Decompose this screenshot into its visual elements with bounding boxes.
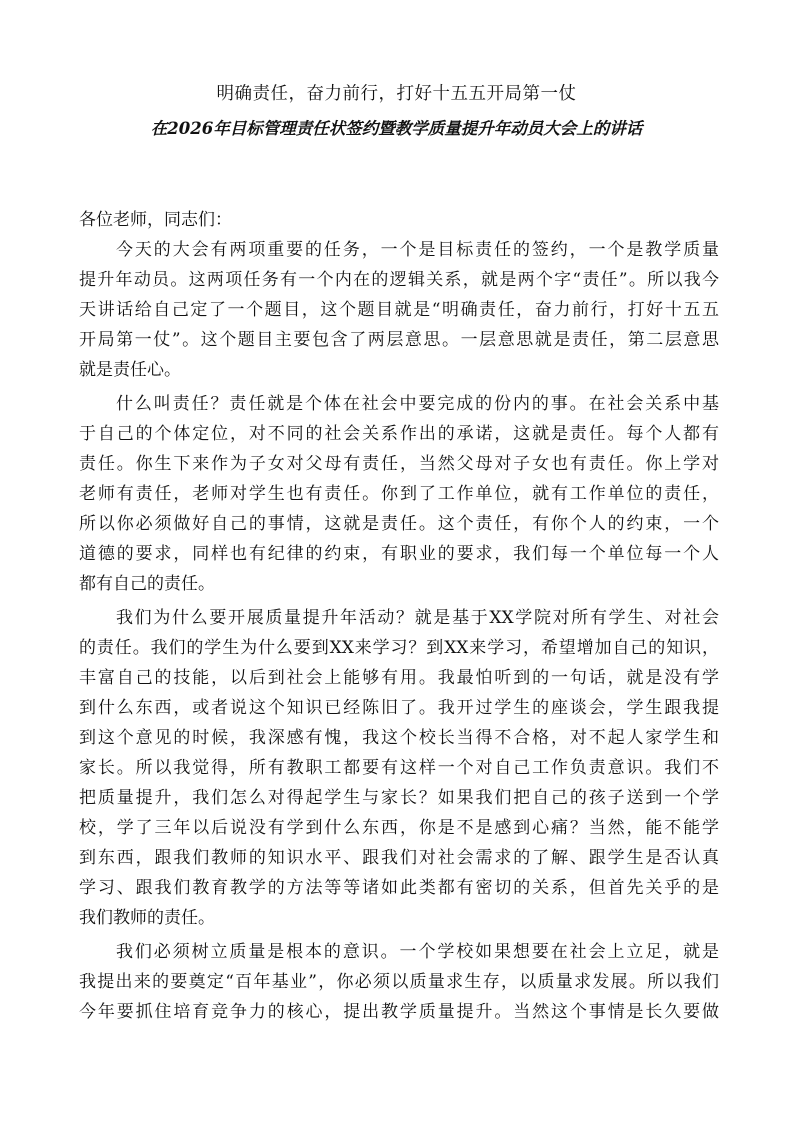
- paragraph-line: 的责任。我们的学生为什么要到XX来学习？到XX来学习，希望增加自己的知识，: [79, 638, 719, 658]
- document-title: 明确责任，奋力前行，打好十五五开局第一仗: [216, 84, 577, 104]
- salutation: 各位老师，同志们：: [79, 210, 232, 230]
- paragraph-line: 到这个意见的时候，我深感有愧，我这个校长当得不合格，对不起人家学生和: [79, 728, 719, 748]
- paragraph-line: 都有自己的责任。: [79, 574, 215, 594]
- paragraph-line: 就是责任心。: [79, 360, 181, 380]
- paragraph-line: 老师有责任，老师对学生也有责任。你到了工作单位，就有工作单位的责任，: [79, 484, 719, 504]
- paragraph-line: 丰富自己的技能，以后到社会上能够有用。我最怕听到的一句话，就是没有学: [79, 668, 719, 688]
- paragraph-line: 把质量提升，我们怎么对得起学生与家长？如果我们把自己的孩子送到一个学: [79, 788, 719, 808]
- paragraph-line: 今年要抓住培育竞争力的核心，提出教学质量提升。当然这个事情是长久要做: [79, 1002, 719, 1022]
- paragraph-line: 到东西，跟我们教师的知识水平、跟我们对社会需求的了解、跟学生是否认真: [79, 848, 719, 868]
- paragraph-line: 家长。所以我觉得，所有教职工都要有这样一个对自己工作负责意识。我们不: [79, 758, 719, 778]
- paragraph-line: 提升年动员。这两项任务有一个内在的逻辑关系，就是两个字“责任”。所以我今: [79, 270, 719, 290]
- document-body: [79, 205, 719, 1027]
- paragraph-line: 我们为什么要开展质量提升年活动？就是基于XX学院对所有学生、对社会: [116, 608, 719, 628]
- paragraph-line: 天讲话给自己定了一个题目，这个题目就是“明确责任，奋力前行，打好十五五: [79, 300, 719, 320]
- paragraph-line: 什么叫责任？责任就是个体在社会中要完成的份内的事。在社会关系中基: [116, 394, 719, 414]
- paragraph-2: [79, 389, 719, 599]
- paragraph-3: [79, 603, 719, 933]
- paragraph-line: 今天的大会有两项重要的任务，一个是目标责任的签约，一个是教学质量: [116, 240, 719, 260]
- paragraph-line: 学习、跟我们教育教学的方法等等诸如此类都有密切的关系，但首先关乎的是: [79, 878, 719, 898]
- paragraph-line: 到什么东西，或者说这个知识已经陈旧了。我开过学生的座谈会，学生跟我提: [79, 698, 719, 718]
- paragraph-line: 我们必须树立质量是根本的意识。一个学校如果想要在社会上立足，就是: [116, 942, 719, 962]
- paragraph-line: 道德的要求，同样也有纪律的约束，有职业的要求，我们每一个单位每一个人: [79, 544, 719, 564]
- paragraph-line: 开局第一仗”。这个题目主要包含了两层意思。一层意思就是责任，第二层意思: [79, 330, 719, 350]
- paragraph-line: 所以你必须做好自己的事情，这就是责任。这个责任，有你个人的约束，一个: [79, 514, 719, 534]
- paragraph-line: 校，学了三年以后说没有学到什么东西，你是不是感到心痛？当然，能不能学: [79, 818, 719, 838]
- document-subtitle: 在2026年目标管理责任状签约暨教学质量提升年动员大会上的讲话: [150, 119, 643, 138]
- paragraph-line: 我们教师的责任。: [79, 908, 215, 928]
- paragraph-4: [79, 937, 719, 1027]
- paragraph-line: 于自己的个体定位，对不同的社会关系作出的承诺，这就是责任。每个人都有: [79, 424, 719, 444]
- paragraph-line: 责任。你生下来作为子女对父母有责任，当然父母对子女也有责任。你上学对: [79, 454, 719, 474]
- paragraph-line: 我提出来的要奠定“百年基业”，你必须以质量求生存，以质量求发展。所以我们: [79, 972, 719, 992]
- paragraph-1: [79, 235, 719, 385]
